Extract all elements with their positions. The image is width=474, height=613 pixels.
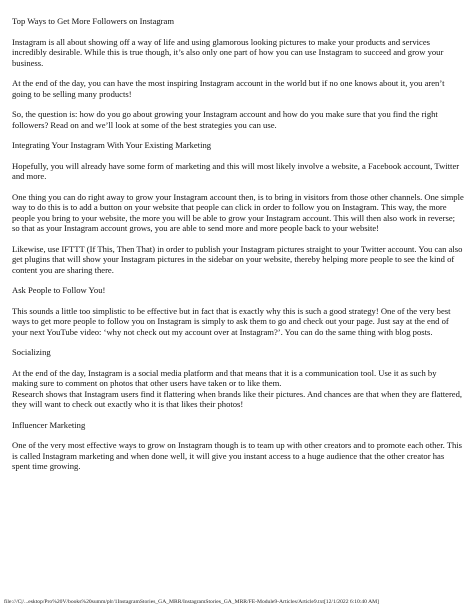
section-socializing-paragraph-1: At the end of the day, Instagram is a social media platform and that means that it is a communication tool. Use it as such by making sure to comment on photos that other users have taken or to like them. Research shows that Instagram users find it flattering when brands like their pictures. And chances are that when they are flattered, they will want to check out exactly who it is that likes their photos! [12, 367, 463, 409]
section-heading-integrating: Integrating Your Instagram With Your Existing Marketing [12, 140, 212, 150]
intro-paragraph-1: Instagram is all about showing off a way of life and using glamorous looking pictures to make your products and services incredibly desirable. While this is true though, it’s also only one part of how you can use Instagram to succeed and grow your business. [12, 36, 444, 68]
section-integrating-paragraph-1: Hopefully, you will already have some form of marketing and this will most likely involve a website, a Facebook account, Twitter and more. [12, 160, 460, 181]
document-title: Top Ways to Get More Followers on Instagram [12, 16, 175, 26]
intro-paragraph-3: So, the question is: how do you go about growing your Instagram account and how do you make sure that you find the right followers? Read on and we’ll look at some of the best strategies you can use. [12, 109, 438, 130]
section-heading-influencer: Influencer Marketing [12, 419, 86, 430]
section-integrating-paragraph-3: Likewise, use IFTTT (If This, Then That) in order to publish your Instagram pictures straight to your Twitter account. You can also get plugins that will show your Instagram pictures in the sidebar on your website, thereby helping more people to see the kind of content you are sharing there. [12, 243, 463, 275]
section-heading-ask-people: Ask People to Follow You! [12, 285, 106, 295]
section-influencer-paragraph-1: One of the very most effective ways to grow on Instagram though is to team up with other creators and to promote each other. This is called Instagram marketing and when done well, it will give you instant access to a huge audience that the other creator has spent time growing. [12, 440, 463, 471]
document-page [12, 16, 464, 482]
section-ask-people-paragraph-1: This sounds a little too simplistic to be effective but in fact that is exactly why this is such a good strategy! One of the very best ways to get more people to follow you on Instagram is simply to ask them to go and check out your page. Just say at the end of your next YouTube video: ‘why not check out my account over at Instagram?’. You can do the same thing with blog posts. [12, 305, 451, 337]
intro-paragraph-2: At the end of the day, you can have the most inspiring Instagram account in the world but if no one knows about it, you aren’t going to be selling many products! [12, 78, 445, 99]
section-heading-socializing: Socializing [12, 347, 51, 357]
section-integrating-paragraph-2: One thing you can do right away to grow your Instagram account then, is to bring in visitors from those other channels. One simple way to do this is to add a button on your website that people can click in order to follow you on Instagram. This way, the more people you bring to your website, the more you will be able to grow your Instagram account. This will then also work in reverse; so that as your Instagram account grows, you are able to send more and more people back to your website! [12, 191, 464, 233]
file-path-footer: file:///C|/...esktop/Pro%20V/books%20summ/plr/1InstagramStories_GA_MRR/InstagramStories_GA_MRR/FE-Module9-Articles/Article9.txt[12/1/2022 6:10:40 AM] [4, 599, 379, 605]
